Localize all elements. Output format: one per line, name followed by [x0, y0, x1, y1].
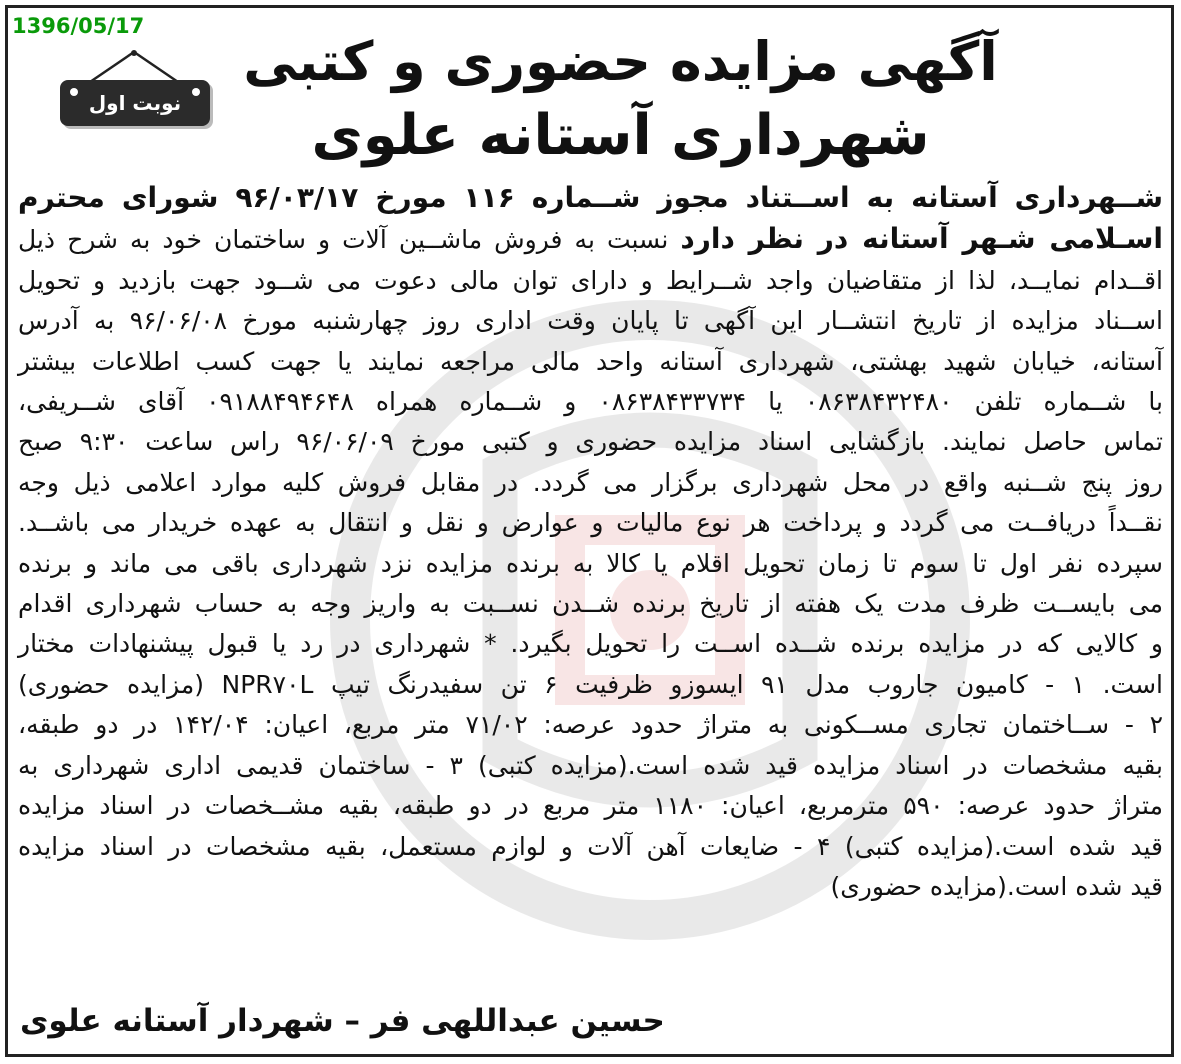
body-line	[18, 178, 1163, 219]
body-line	[18, 301, 1163, 341]
body-line-bold: اسـلامی شـهر آستانه در نظر دارد	[680, 222, 1163, 256]
body-line-text: قید شده است.(مزایده حضوری)	[830, 871, 1163, 901]
body-line	[18, 624, 1163, 664]
body-line-text: روز پنج شــنبه واقع در محل شهرداری برگزار می گردد. در مقابل فروش کلیه موارد اعلامی ذیل وجه	[18, 467, 1163, 497]
body-line	[18, 544, 1163, 584]
sub-title: شهرداری آستانه علوی	[311, 103, 930, 168]
body-line	[18, 463, 1163, 503]
body-line	[18, 746, 1163, 786]
body-line-text: و کالایی که در مزایده برنده شــده اســت را تحویل بگیرد. * شهرداری در رد یا قبول پیشنهادات مختار	[18, 629, 1163, 659]
body-line-text: متراژ حدود عرصه: ۵۹۰ مترمربع، اعیان: ۱۱۸۰ متر مربع در دو طبقه، بقیه مشــخصات در اسناد مزایده	[18, 791, 1163, 821]
body-line-text: قید شده است.(مزایده کتبی) ۴ - ضایعات آهن آلات و لوازم مستعمل، بقیه مشخصات در اسناد مزایده	[18, 831, 1163, 861]
body-line	[18, 503, 1163, 543]
body-line	[18, 584, 1163, 624]
main-title: آگهی مزایده حضوری و کتبی	[243, 30, 998, 93]
publish-date: 1396/05/17	[12, 14, 145, 38]
body-line	[18, 867, 1163, 907]
notice-body	[18, 178, 1163, 907]
body-line	[18, 261, 1163, 301]
body-line	[18, 827, 1163, 867]
body-line-text: آستانه، خیابان شهید بهشتی، شهرداری آستانه واحد مالی مراجعه نمایند یا جهت کسب اطلاعات بیشتر	[18, 346, 1163, 376]
body-line-text: است. ۱ - کامیون جاروب مدل ۹۱ ایسوزو ظرفیت ۶ تن سفیدرنگ تیپ NPR۷۰L (مزایده حضوری)	[18, 669, 1163, 699]
body-line	[18, 382, 1163, 422]
body-line-text: اقــدام نمایــد، لذا از متقاضیان واجد شــرایط و دارای توان مالی دعوت می شــود جهت بازدید و تحویل	[18, 265, 1163, 295]
body-line-text: تماس حاصل نمایند. بازگشایی اسناد مزایده حضوری و کتبی مورخ ۹۶/۰۶/۰۹ راس ساعت ۹:۳۰ صبح	[18, 427, 1164, 457]
body-line-text: نقــداً دریافــت می گردد و پرداخت هر نوع مالیات و عوارض و نقل و انتقال به عهده خریدار می باشــد.	[18, 508, 1163, 538]
body-line-text: با شــماره تلفن ۰۸۶۳۸۴۳۲۴۸۰ یا ۰۸۶۳۸۴۳۳۷۳۴ و شــماره همراه ۰۹۱۸۸۴۹۴۶۴۸ آقای شــریفی،	[18, 387, 1164, 417]
signature: حسین عبداللهی فر – شهردار آستانه علوی	[20, 1003, 665, 1039]
body-line	[18, 665, 1163, 705]
badge-text: نوبت اول	[88, 91, 182, 115]
body-line-text: اســناد مزایده از تاریخ انتشــار این آگهی تا پایان وقت اداری روز چهارشنبه مورخ ۹۶/۰۶/۰۸ به آدرس	[18, 306, 1163, 336]
body-line	[18, 786, 1163, 826]
body-line-text: نسبت به فروش ماشــین آلات و ساختمان خود به شرح ذیل	[18, 225, 681, 255]
body-line-text: سپرده نفر اول تا سوم تا زمان تحویل اقلام یا کالا به برنده مزایده نزد شهرداری باقی می ماند و برنده	[18, 548, 1163, 578]
body-line-text: ۲ - ســاختمان تجاری مســکونی به متراژ حدود عرصه: ۷۱/۰۲ متر مربع، اعیان: ۱۴۲/۰۴ در دو طبقه،	[18, 710, 1163, 740]
body-line-text: بقیه مشخصات در اسناد مزایده قید شده است.(مزایده کتبی) ۳ - ساختمان قدیمی اداری شهرداری به	[18, 750, 1163, 780]
body-line	[18, 705, 1163, 745]
body-line	[18, 342, 1163, 382]
body-line-bold: شــهرداری آستانه به اســتناد مجوز شــماره ۱۱۶ مورخ ۹۶/۰۳/۱۷ شورای محترم	[18, 181, 1163, 214]
body-line	[18, 219, 1163, 260]
body-line	[18, 422, 1163, 462]
body-line-text: می بایســت ظرف مدت یک هفته از تاریخ برنده شــدن نســبت به واریز وجه به حساب شهرداری اقدام	[18, 589, 1163, 619]
